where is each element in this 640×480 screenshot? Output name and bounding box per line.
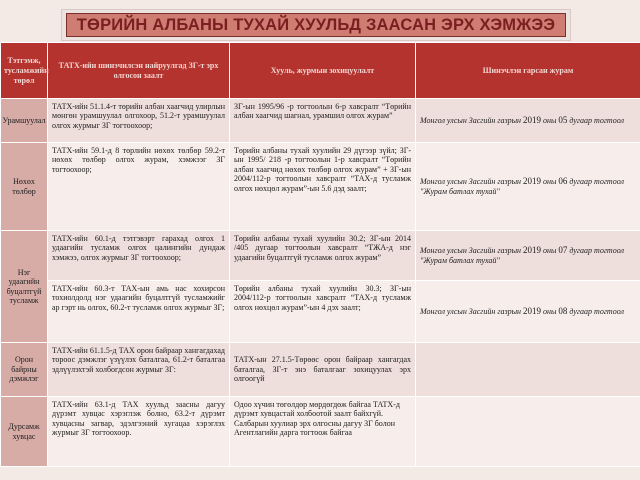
provision-cell: ТАТХ-ийн 60.3-т ТАХ-ын амь нас хохирсон тохиолдолд нэг удаагийн буцалтгүй тусламжийг ар гэрт нь олгох, 60.2-т тусламж олгох журмыг ЗГ; [48,281,230,343]
result-suffix: дугаар тогтоол [569,306,624,316]
result-prefix: Монгол улсын Засгийн газрын [420,246,522,256]
provision-cell: ТАТХ-ийн 63.1-д ТАХ хуульд заасны дагуу дүрэмт хувцас хэрэглэж болно, 63.2-т дүрэмт хувцасны загвар, эдэлгээний хугацаа хэрэглэх журмыг ЗГ тогтоохоор. [48,397,230,467]
result-cell [416,231,640,281]
category-cell: Нэг удаагийн буцалтгүй тусламж [1,231,48,343]
regulation-cell: ЗГ-ын 1995/96 -р тогтоолын 6-р хавсралт “Төрийн албан хаагчид шагнал, урамшил олгох журам” [230,99,416,143]
table-header-row [1,43,640,99]
rights-table [0,42,640,467]
table-row [1,343,640,397]
category-cell: Урамшуулал [1,99,48,143]
provision-cell: ТАТХ-ийн 51.1.4-т төрийн албан хаагчид улирлын мөнгөн урамшуулал олгохоор, 51.2-т урамшуулал олгох журмыг ЗГ тогтоохоор; [48,99,230,143]
result-suffix: дугаар тогтоол [569,115,624,125]
regulation-cell: Төрийн албаны тухай хуулийн 29 дүгээр зүйл; ЗГ-ын 1995/ 218 -р тогтоолын 1-р хавсралт “Төрийн албан хаагчид нөхөх төлбөр олгох журам” + ЗГ-ын 2004/112-р тогтоолын хавсралт “ТАХ-д тусламж олгох нөхцөл журам”-ын 5.6 дэд заалт; [230,143,416,231]
category-cell: Дурсамж хувцас [1,397,48,467]
result-cell-empty [416,343,640,397]
category-cell: Орон байрны дэмжлэг [1,343,48,397]
result-year: 2019 [523,114,542,125]
result-prefix: Монгол улсын Засгийн газрын [420,115,522,125]
result-year: 2019 [523,305,542,316]
result-mid: оны [543,246,557,256]
table-row [1,397,640,467]
result-number: 05 [558,114,568,125]
result-mid: оны [543,177,557,187]
result-year: 2019 [523,245,542,256]
category-cell: Нөхөх төлбөр [1,143,48,231]
provision-cell: ТАТХ-ийн 60.1-д тэтгэвэрт гарахад олгох 1 удаагийн тусламж олгох цалингийн дундаж хэмжээ, олгох журмыг ЗГ тогтоохоор; [48,231,230,281]
header-provision: ТАТХ-ийн шинэчилсэн найруулгад ЗГ-т эрх олгосон заалт [48,43,230,99]
result-cell [416,281,640,343]
title-banner [62,10,570,40]
table-row [1,281,640,343]
provision-cell: ТАТХ-ийн 61.1.5-д ТАХ орон байраар хангагдахад тороос дэмжлэг үзүүлэх баталгаа, 61.2-т баталгаа эдлүүлэхтэй холбогдсон журмыг ЗГ: [48,343,230,397]
result-mid: оны [543,306,557,316]
result-year: 2019 [523,176,542,187]
regulation-cell: Одоо хүчин төгөлдөр мөрдөгдөж байгаа ТАТХ-д дүрэмт хувцастай холбоотой заалт байхгүй. Салбарын хуулиар эрх олгосны дагуу ЗГ болон Агентлагийн дарга тогтоож байгаа [230,397,416,467]
result-number: 06 [558,176,568,187]
table-row [1,231,640,281]
header-new-procedure: Шинэчлэн гарсан журам [416,43,640,99]
header-type: Тэтгэмж, тусламжийн төрөл [1,43,48,99]
result-prefix: Монгол улсын Засгийн газрын [420,177,522,187]
result-suffix: дугаар тогтоол "Журам батлах тухай" [420,177,624,196]
table-row [1,99,640,143]
regulation-cell: ТАТХ-ын 27.1.5-Төрөөс орон байраар хангагдах баталгаа, ЗГ-т энэ баталгааг зохицуулах эрх олгоогүй [230,343,416,397]
result-cell [416,143,640,231]
header-regulation: Хууль, журмын зохицуулалт [230,43,416,99]
result-number: 07 [558,245,568,256]
result-cell [416,99,640,143]
result-prefix: Монгол улсын Засгийн газрын [420,306,522,316]
page-title: ТӨРИЙН АЛБАНЫ ТУХАЙ ХУУЛЬД ЗААСАН ЭРХ ХЭМЖЭЭ [66,13,566,37]
result-suffix: дугаар тогтоол "Журам батлах тухай" [420,246,624,265]
table-row [1,143,640,231]
result-number: 08 [558,305,568,316]
provision-cell: ТАТХ-ийн 59.1-д 8 төрлийн нөхөх төлбөр 59.2-т нөхөх төлбөр олгох журам, хэмжээг ЗГ тогтоохоор; [48,143,230,231]
regulation-cell: Төрийн албаны тухай хуулийн 30.3; ЗГ-ын 2004/112-р тогтоолын хавсралт “ТАХ-д тусламж олгох нөхцөл журам”-ын 4 дэх заалт; [230,281,416,343]
result-mid: оны [543,115,557,125]
result-cell-empty [416,397,640,467]
regulation-cell: Төрийн албаны тухай хуулийн 30.2; ЗГ-ын 2014 /405 дугаар тогтоолын хавсралт “ТЖА-д нэг удаагийн буцалтгүй тусламж олгох журам” [230,231,416,281]
